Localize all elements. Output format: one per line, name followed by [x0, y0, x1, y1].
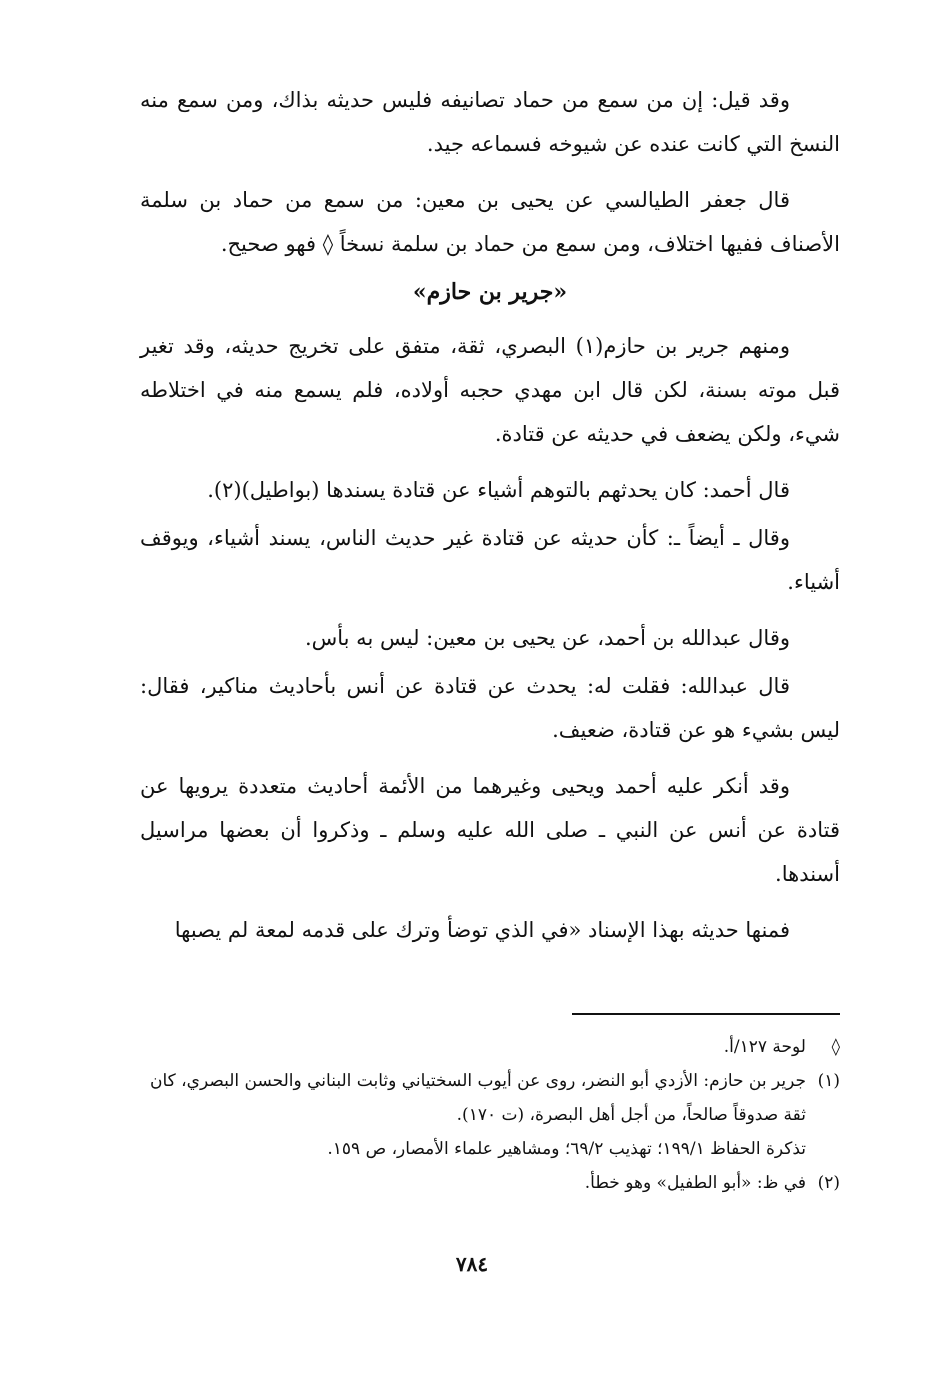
footnote-text: لوحة ١٢٧/أ. [723, 1037, 806, 1057]
paragraph-1: وقد قيل: إن من سمع من حماد تصانيفه فليس حديثه بذاك، ومن سمع منه النسخ التي كانت عنده عن شيوخه فسماعه جيد. [140, 88, 840, 156]
paragraph-9: فمنها حديثه بهذا الإسناد «في الذي توضأ وترك على قدمه لمعة لم يصبها [174, 918, 790, 942]
footnote-text: في ظ: «أبو الطفيل» وهو خطأ. [584, 1173, 806, 1193]
footnote-1 [140, 1064, 840, 1132]
paragraph-8: وقد أنكر عليه أحمد ويحيى وغيرهما من الأئمة أحاديث متعددة يرويها عن قتادة عن أنس عن النبي ـ صلى الله عليه وسلم ـ وذكروا أن بعضها مراسيل أسندها. [140, 774, 840, 886]
footnote-divider [572, 1013, 840, 1015]
paragraph-4: قال أحمد: كان يحدثهم بالتوهم أشياء عن قتادة يسندها (بواطيل)(٢). [207, 478, 790, 502]
footnote-1-references: تذكرة الحفاظ ١٩٩/١؛ تهذيب ٦٩/٢؛ ومشاهير علماء الأمصار، ص ١٥٩. [327, 1139, 806, 1159]
main-text [140, 78, 840, 964]
footnote-marker: (٢) [817, 1173, 840, 1193]
section-heading: «جرير بن حازم» [412, 279, 568, 305]
page-number: ٧٨٤ [455, 1252, 489, 1276]
footnote-marker: ◊ [831, 1037, 840, 1057]
footnote-2 [140, 1166, 840, 1200]
paragraph-3: ومنهم جرير بن حازم(١) البصري، ثقة، متفق على تخريج حديثه، وقد تغير قبل موته بسنة، لكن قال ابن مهدي حجبه أولاده، فلم يسمع منه في اختلاطه شيء، ولكن يضعف في حديثه عن قتادة. [140, 334, 840, 446]
footnotes [140, 1030, 840, 1200]
paragraph-5: وقال ـ أيضاً ـ: كأن حديثه عن قتادة غير حديث الناس، يسند أشياء، ويوقف أشياء. [140, 526, 840, 594]
paragraph-7: قال عبدالله: فقلت له: يحدث عن قتادة عن أنس بأحاديث مناكير، فقال: ليس بشيء هو عن قتادة، ضعيف. [140, 674, 840, 742]
paragraph-2: قال جعفر الطيالسي عن يحيى بن معين: من سمع من حماد بن سلمة الأصناف ففيها اختلاف، ومن سمع من حماد بن سلمة نسخاً ◊ فهو صحيح. [140, 188, 840, 256]
paragraph-6: وقال عبدالله بن أحمد، عن يحيى بن معين: ليس به بأس. [304, 626, 790, 650]
footnote-folio [140, 1030, 840, 1064]
footnote-text: جرير بن حازم: الأزدي أبو النضر، روى عن أيوب السختياني وثابت البناني والحسن البصري، كان ثقة صدوقاً صالحاً، من أجل أهل البصرة، (ت ١٧٠). [150, 1071, 806, 1125]
footnote-marker: (١) [817, 1071, 840, 1091]
